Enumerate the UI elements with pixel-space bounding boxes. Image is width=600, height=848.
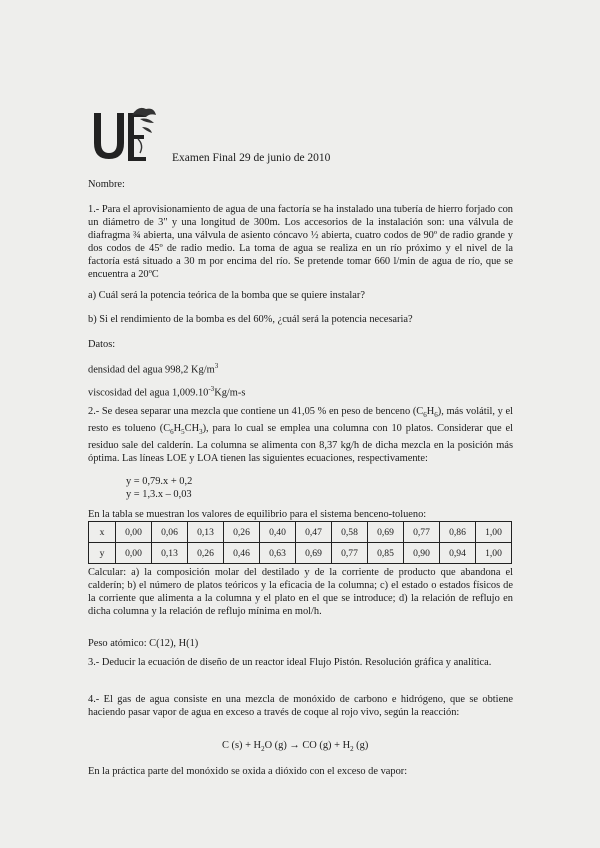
table-cell: 0,69	[296, 543, 332, 564]
table-cell: 0,13	[188, 522, 224, 543]
table-cell: 0,77	[332, 543, 368, 564]
viscosidad-line: viscosidad del agua $1,009.10^{-3}Kg/m-s$	[88, 385, 246, 399]
table-cell: 0,00	[116, 543, 152, 564]
nombre-label: Nombre:	[88, 179, 125, 190]
question-1b: b) Si el rendimiento de la bomba es del 60%, ¿cuál será la potencia necesaria?	[88, 314, 413, 325]
question-4-text: 4.- El gas de agua consiste en una mezcla de monóxido de carbono e hidrógeno, que se obtiene haciendo pasar vapor de agua en exceso a través de coque al rojo vivo, según la reacción:	[88, 694, 513, 719]
table-cell: 0,47	[296, 522, 332, 543]
table-cell: 0,90	[404, 543, 440, 564]
peso-atomico: Peso atómico: C(12), H(1)	[88, 638, 199, 649]
question-1a: a) Cuál será la potencia teórica de la bomba que se quiere instalar?	[88, 290, 365, 301]
table-cell: 0,06	[152, 522, 188, 543]
reaction-equation: C $(s) + H_2O$ (g) → CO $(g) + H_2$ (g)	[222, 740, 369, 754]
table-cell: 0,86	[440, 522, 476, 543]
table-header-x: x	[89, 522, 116, 543]
university-logo-icon	[88, 105, 160, 167]
question-2-text: 2.- Se desea separar una mezcla que contiene un 41,05 % en peso de benceno $(C_6H_6)$, más volátil, y el resto es tolueno $(C_6H_5CH_3)$, para lo cual se emplea una columna con 10 platos. Considerar que el residuo sale del calderín. La columna se alimenta con 8,37 kg/h de dicha mezcla en la posición más óptima. Las líneas LOE y LOA tienen las siguientes ecuaciones, respectivamente:	[88, 406, 514, 465]
datos-label: Datos:	[88, 339, 116, 350]
table-cell: 0,69	[368, 522, 404, 543]
table-cell: 0,77	[404, 522, 440, 543]
exam-title: Examen Final 29 de junio de 2010	[172, 152, 331, 164]
table-cell: 0,94	[440, 543, 476, 564]
table-intro: En la tabla se muestran los valores de equilibrio para el sistema benceno-tolueno:	[88, 509, 427, 520]
equilibrium-table	[88, 521, 512, 564]
table-cell: 0,46	[224, 543, 260, 564]
table-row-y	[89, 543, 512, 564]
table-cell: 0,26	[188, 543, 224, 564]
table-cell: 0,85	[368, 543, 404, 564]
equation-loe: y = 0,79.x + 0,2	[126, 476, 193, 487]
table-cell: 1,00	[476, 522, 512, 543]
question-1-text: 1.- Para el aprovisionamiento de agua de una factoría se ha instalado una tubería de hierro forjado con un diámetro de 3" y una longitud de 300m. Los accesorios de la instalación son: una válvula de diafragma ¾ abierta, una válvula de asiento cóncavo ½ abierta, cuatro codos de 90º de radio grande y dos codos de 45º de radio medio. La toma de agua se realiza en un río próximo y el nivel de la factoría está situado a 30 m por encima del río. Se pretende tomar 660 l/min de agua de río, que se encuentra a 20ºC	[88, 204, 513, 281]
question-2-calcular: Calcular: a) la composición molar del destilado y de la corriente de producto que abandona el calderín; b) el número de platos teóricos y la eficacia de la columna; c) el estado o estados físicos de la corriente que alimenta a la columna y el plato en el que se introduce; d) la relación de reflujo en dicha columna y la relación de reflujo mínima en mol/h.	[88, 567, 513, 618]
table-cell: 0,40	[260, 522, 296, 543]
question-4-last-line: En la práctica parte del monóxido se oxida a dióxido con el exceso de vapor:	[88, 766, 408, 777]
equation-loa: y = 1,3.x – 0,03	[126, 489, 192, 500]
table-cell: 0,00	[116, 522, 152, 543]
densidad-line: densidad del agua 998,2 $Kg/m^3$	[88, 362, 219, 376]
table-cell: 0,26	[224, 522, 260, 543]
table-cell: 0,13	[152, 543, 188, 564]
table-cell: 1,00	[476, 543, 512, 564]
table-cell: 0,58	[332, 522, 368, 543]
table-header-y: y	[89, 543, 116, 564]
table-row-x	[89, 522, 512, 543]
question-3-text: 3.- Deducir la ecuación de diseño de un reactor ideal Flujo Pistón. Resolución gráfica y analítica.	[88, 657, 492, 668]
table-cell: 0,63	[260, 543, 296, 564]
